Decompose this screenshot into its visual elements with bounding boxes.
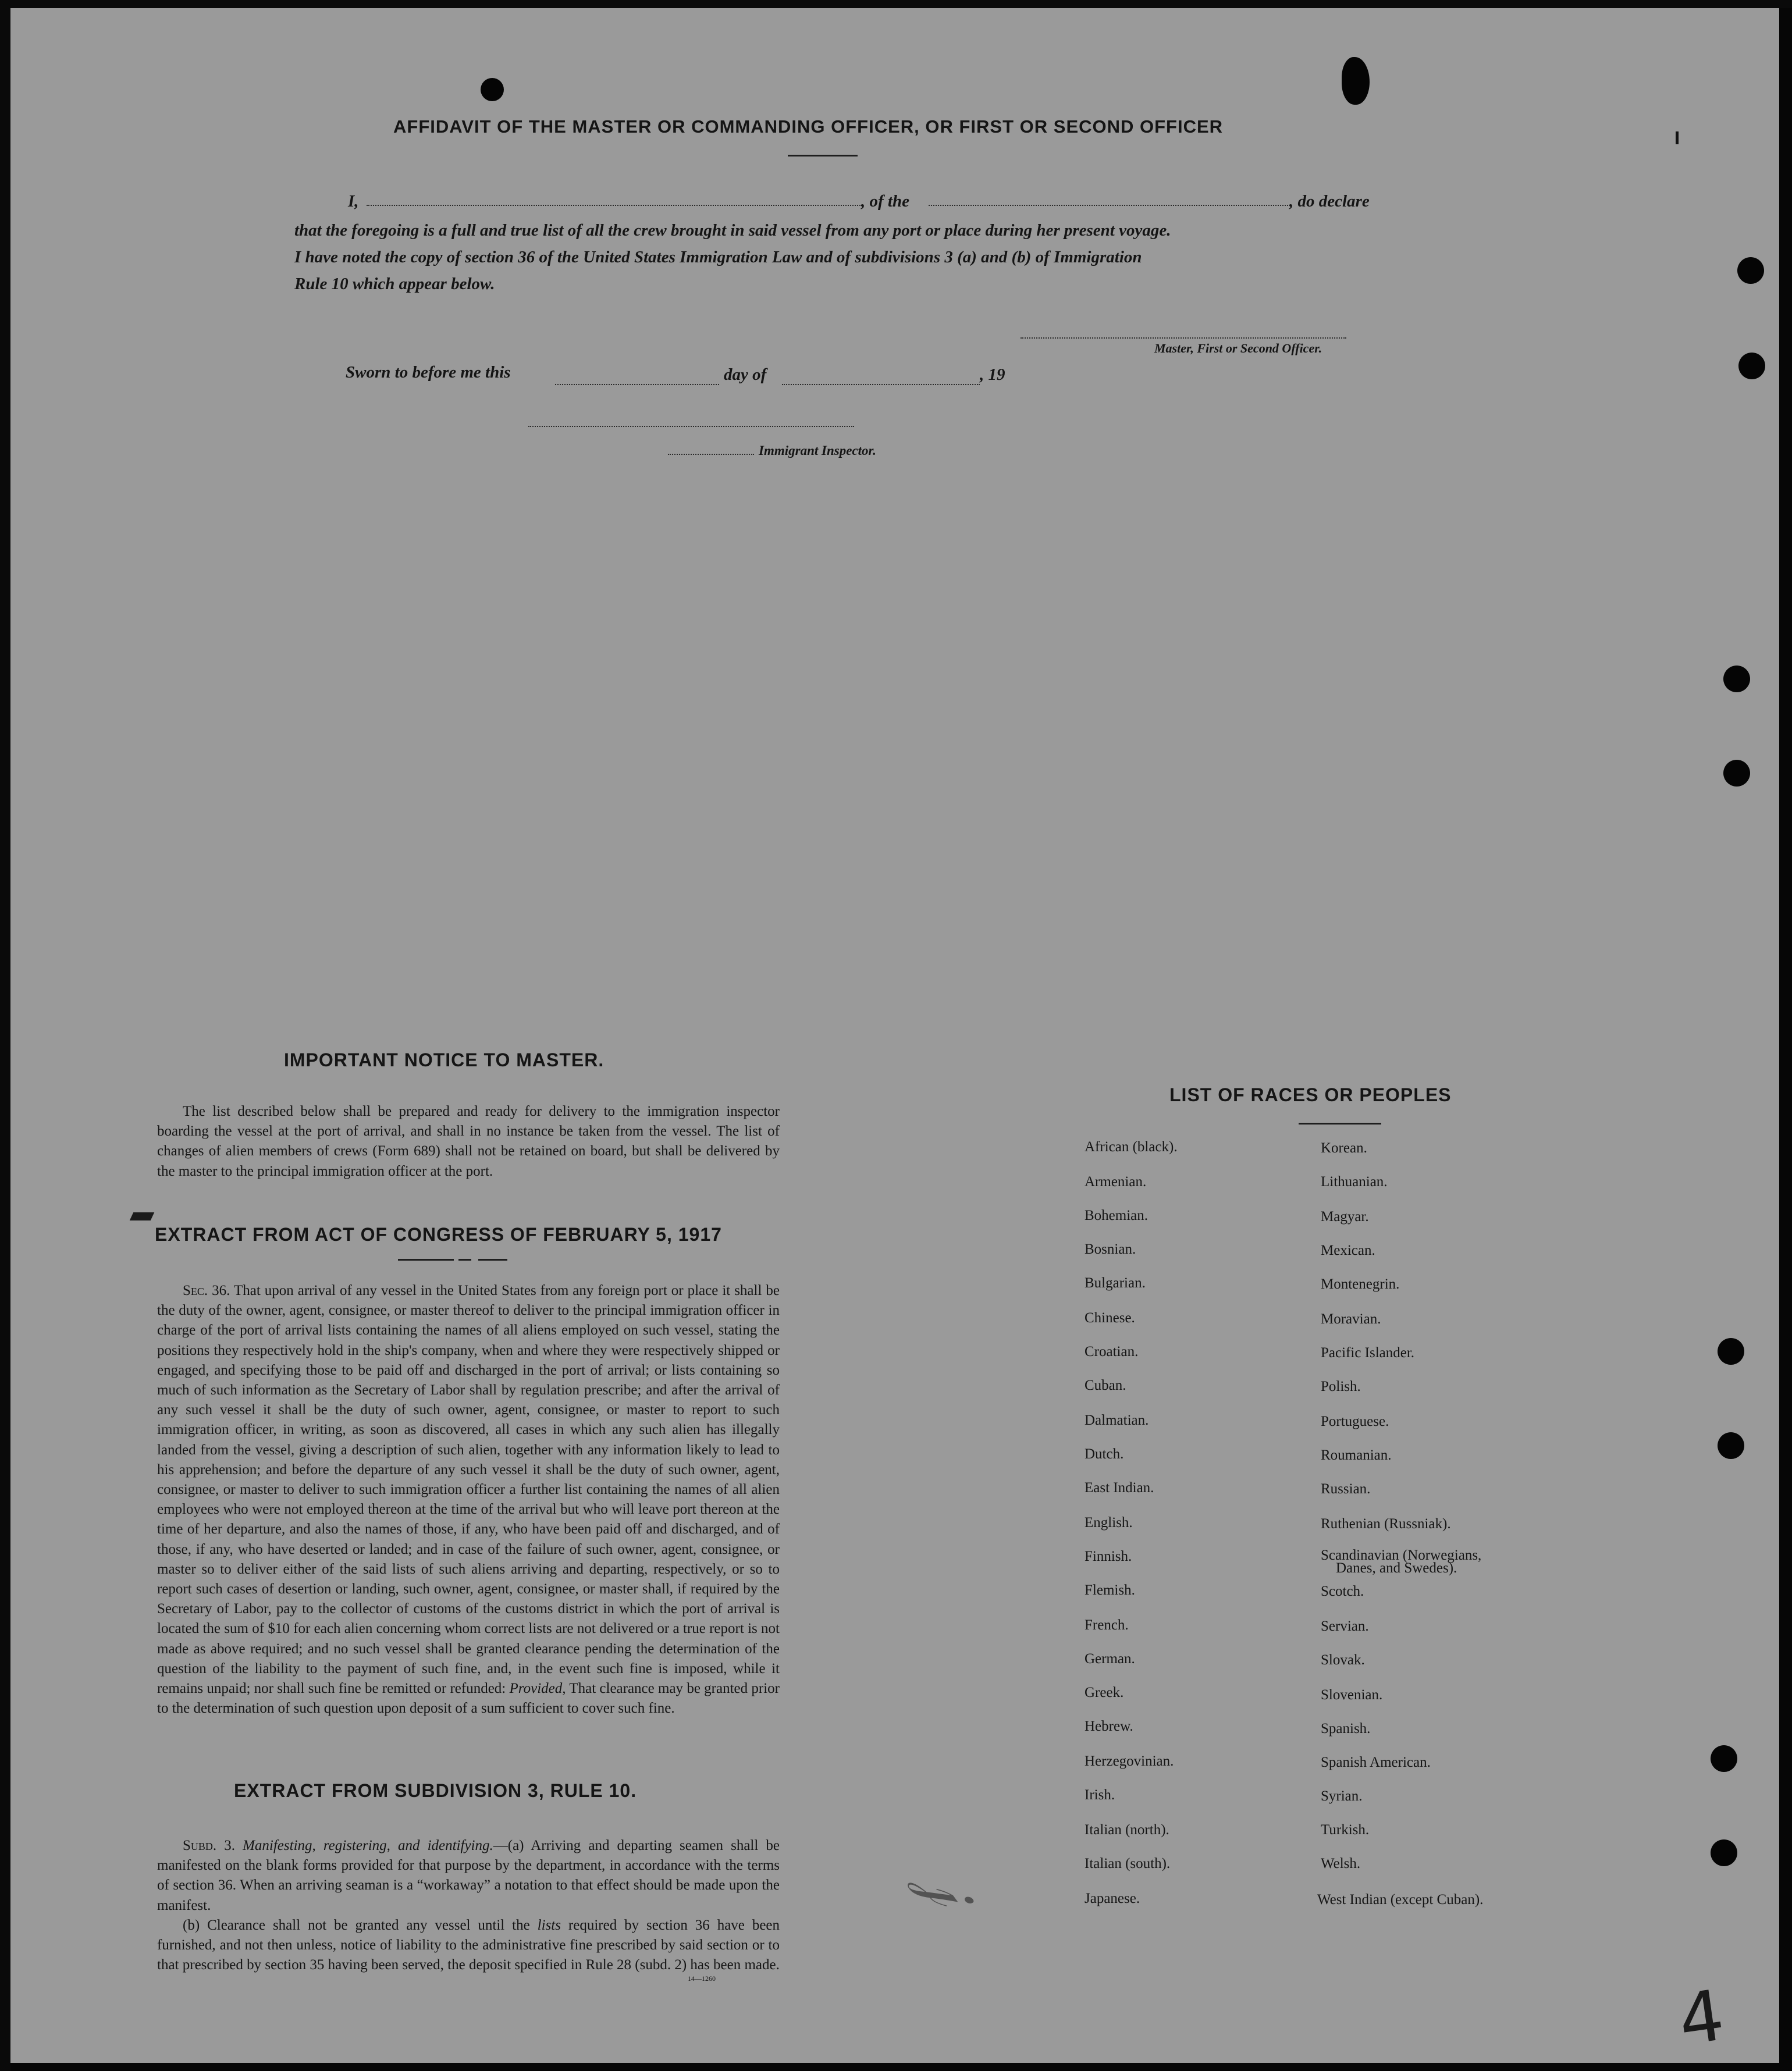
affidavit-i-label: I, — [348, 192, 359, 211]
act-title: EXTRACT FROM ACT OF CONGRESS OF FEBRUARY 5, 1917 — [155, 1224, 722, 1245]
master-signature-blank[interactable] — [1021, 337, 1346, 339]
race-right-item: Polish. — [1321, 1379, 1361, 1394]
race-left-item: Cuban. — [1085, 1378, 1126, 1393]
act-text — [157, 1281, 780, 1718]
sec-label: Sec. 36. — [183, 1283, 230, 1298]
race-right-item: West Indian (except Cuban). — [1317, 1892, 1484, 1908]
race-right-item: Scandinavian (Norwegians, — [1321, 1547, 1482, 1563]
race-left-item: French. — [1085, 1617, 1129, 1633]
part-b-text-2: required by section 36 have been furnished, and not then unless, notice of liability to the administrative fine prescribed by said section or to that prescribed by section 35 having been served, the deposit specified in Rule 28 (subd. 2) has been made. — [157, 1917, 780, 1973]
race-left-item: Finnish. — [1085, 1549, 1132, 1564]
punch-hole — [1718, 1338, 1744, 1365]
race-left-item: German. — [1085, 1651, 1135, 1667]
race-right-item: Spanish. — [1321, 1721, 1371, 1736]
race-right-item: Servian. — [1321, 1618, 1369, 1634]
race-right-item: Russian. — [1321, 1481, 1371, 1497]
race-right-item: Ruthenian (Russniak). — [1321, 1516, 1451, 1532]
race-right-item: Mexican. — [1321, 1243, 1375, 1258]
scan-border-bottom — [10, 2063, 1792, 2071]
part-b-label: (b) — [183, 1917, 200, 1933]
act-body: That upon arrival of any vessel in the United States from any foreign port or place it shall be the duty of the owner, agent, consignee, or master thereof to deliver to the principal immigration officer in charge of the port of arrival lists containing the names of all aliens employed on such vessel, stating the positions they respectively hold in the ship's company, when and where they were respectively shipped or engaged, and specifying those to be paid off and discharged in the port of arrival; or lists containing so much of such information as the Secretary of Labor shall by regulation prescribe; and after the arrival of any such vessel it shall be the duty of such owner, agent, consignee, or master to report to such immigration officer, in writing, as soon as discovered, all cases in which any such alien has illegally landed from the vessel, giving a description of such alien, together with any information likely to lead to his apprehension; and before the departure of any such vessel it shall be the duty of such owner, agent, consignee, or master to deliver to such immigration officer a further list containing the names of all alien employees who were not employed thereon at the time of the arrival but who will leave port thereon at the time of her departure, and also the names of those, if any, who have been paid off and discharged, and of those, if any, who have deserted or landed; and in case of the failure of such owner, agent, consignee, or master so to deliver either of the said lists of such aliens arriving and departing, respectively, or so to report such cases of desertion or landing, such owner, agent, consignee, or master shall, if required by the Secretary of Labor, pay to the collector of customs of the customs district in which the port of arrival is located the sum of $10 for each alien concerning whom correct lists are not delivered or a true report is not made as above required; and no such vessel shall be granted clearance pending the determination of the question of the liability to the payment of such fine, and, in the event such fine is imposed, while it remains unpaid; nor shall such fine be remitted or refunded: — [157, 1283, 780, 1697]
sworn-prefix: Sworn to before me this — [346, 363, 511, 382]
race-right-item: Welsh. — [1321, 1856, 1361, 1871]
affidavit-line-4: Rule 10 which appear below. — [294, 275, 495, 293]
race-right-item: Slovak. — [1321, 1652, 1365, 1668]
punch-hole — [1737, 257, 1764, 284]
race-left-item: Herzegovinian. — [1085, 1753, 1174, 1769]
punch-hole — [1723, 666, 1750, 692]
race-left-item: Bosnian. — [1085, 1241, 1136, 1257]
part-b-lists: lists — [537, 1917, 561, 1933]
race-right-item: Syrian. — [1321, 1788, 1363, 1804]
edge-mark — [130, 1212, 155, 1220]
name-blank[interactable] — [367, 205, 862, 206]
race-left-item: Japanese. — [1085, 1891, 1140, 1906]
race-left-item: English. — [1085, 1515, 1133, 1531]
race-left-item: Italian (south). — [1085, 1856, 1171, 1871]
race-left-item: Armenian. — [1085, 1174, 1147, 1190]
part-b-text-1: Clearance shall not be granted any vessel until the — [207, 1917, 530, 1933]
punch-hole — [1723, 760, 1750, 787]
pencil-scribble: 𝒿 — [906, 1850, 989, 1918]
race-left-item: Chinese. — [1085, 1310, 1135, 1326]
part-a-label: —(a) — [493, 1838, 524, 1853]
punch-hole — [1718, 1432, 1744, 1459]
race-left-item: Croatian. — [1085, 1344, 1139, 1360]
act-underline-1 — [398, 1259, 454, 1261]
race-right-item: Turkish. — [1321, 1822, 1370, 1838]
race-left-item: Italian (north). — [1085, 1822, 1169, 1838]
act-underline-2 — [458, 1259, 471, 1261]
title-underline — [788, 155, 858, 156]
punch-hole — [1738, 353, 1765, 379]
inspector-signature-lead — [668, 454, 754, 455]
form-number: 14—1260 — [688, 1974, 716, 1983]
rule10-text — [157, 1836, 780, 1975]
sworn-month-blank[interactable] — [782, 384, 980, 385]
race-left-item: Hebrew. — [1085, 1718, 1133, 1734]
notice-title: IMPORTANT NOTICE TO MASTER. — [284, 1049, 605, 1070]
race-right-item: Slovenian. — [1321, 1687, 1383, 1703]
affidavit-line-2: that the foregoing is a full and true list of all the crew brought in said vessel from any port or place during her present voyage. — [294, 221, 1171, 240]
race-right-item: Korean. — [1321, 1140, 1367, 1156]
race-right-item: Lithuanian. — [1321, 1174, 1388, 1190]
race-right-item: Moravian. — [1321, 1311, 1381, 1327]
ink-blot — [1342, 57, 1370, 105]
affidavit-declare-label: , do declare — [1289, 192, 1370, 211]
race-left-item: African (black). — [1085, 1139, 1178, 1155]
race-left-item: Bulgarian. — [1085, 1275, 1146, 1291]
affidavit-title: AFFIDAVIT OF THE MASTER OR COMMANDING OFFICER, OR FIRST OR SECOND OFFICER — [393, 116, 1224, 137]
rank-blank[interactable] — [929, 205, 1290, 206]
scan-border-right — [1779, 8, 1792, 2071]
race-right-item: Scotch. — [1321, 1584, 1364, 1599]
races-title: LIST OF RACES OR PEOPLES — [1169, 1084, 1452, 1105]
sworn-day-blank[interactable] — [555, 384, 719, 385]
part-a-text: Arriving and departing seamen shall be manifested on the blank forms provided for that purpose by the department, in accordance with the terms of section 36. When an arriving seaman is a “workaway” a notation to that effect should be made upon the manifest. — [157, 1838, 780, 1913]
inspector-signature-blank[interactable] — [528, 426, 854, 427]
race-right-item: Portuguese. — [1321, 1414, 1389, 1429]
race-left-item: East Indian. — [1085, 1480, 1154, 1496]
race-right-item: Magyar. — [1321, 1209, 1369, 1225]
rule10-title: EXTRACT FROM SUBDIVISION 3, RULE 10. — [234, 1780, 637, 1801]
race-right-item: Pacific Islander. — [1321, 1345, 1415, 1361]
provided-label: Provided, — [509, 1681, 566, 1697]
affidavit-line-3: I have noted the copy of section 36 of the United States Immigration Law and of subdivisions 3 (a) and (b) of Immigration — [294, 248, 1142, 266]
sworn-day-of: day of — [724, 365, 767, 384]
race-right-item: Roumanian. — [1321, 1447, 1392, 1463]
inspector-caption: Immigrant Inspector. — [759, 443, 876, 458]
corner-mark: 4 — [1673, 1975, 1729, 2062]
race-left-item: Dutch. — [1085, 1446, 1124, 1462]
master-signature-caption: Master, First or Second Officer. — [1154, 341, 1322, 355]
race-right-item: Spanish American. — [1321, 1755, 1431, 1770]
race-left-item: Dalmatian. — [1085, 1412, 1149, 1428]
subd-label: Subd. 3. — [183, 1838, 235, 1853]
notice-paragraph: The list described below shall be prepared and ready for delivery to the immigration inspector boarding the vessel at the port of arrival, and shall in no instance be taken from the vessel. The list of changes of alien members of crews (Form 689) shall not be retained on board, but shall be delivered by the master to the principal immigration officer at the port. — [157, 1104, 780, 1179]
race-left-item: Bohemian. — [1085, 1208, 1149, 1223]
race-left-item: Greek. — [1085, 1685, 1124, 1700]
races-underline — [1299, 1123, 1381, 1125]
act-underline-3 — [478, 1259, 507, 1261]
race-right-item: Montenegrin. — [1321, 1276, 1400, 1292]
race-left-item: Flemish. — [1085, 1582, 1135, 1598]
act-body-end: That clearance may be granted prior to the determination of such question upon deposit of a sum sufficient to cover such fine. — [157, 1681, 780, 1717]
edge-tick-mark — [1676, 131, 1679, 144]
affidavit-of-the-label: , of the — [861, 192, 909, 211]
subd-heading: Manifesting, registering, and identifying. — [243, 1838, 493, 1853]
punch-hole — [1711, 1839, 1737, 1866]
race-left-item: Irish. — [1085, 1787, 1115, 1803]
sworn-year: , 19 — [980, 365, 1005, 384]
punch-hole — [481, 78, 504, 101]
notice-text — [157, 1102, 780, 1182]
race-scandinavian-cont: Danes, and Swedes). — [1336, 1560, 1457, 1576]
punch-hole — [1711, 1745, 1737, 1772]
